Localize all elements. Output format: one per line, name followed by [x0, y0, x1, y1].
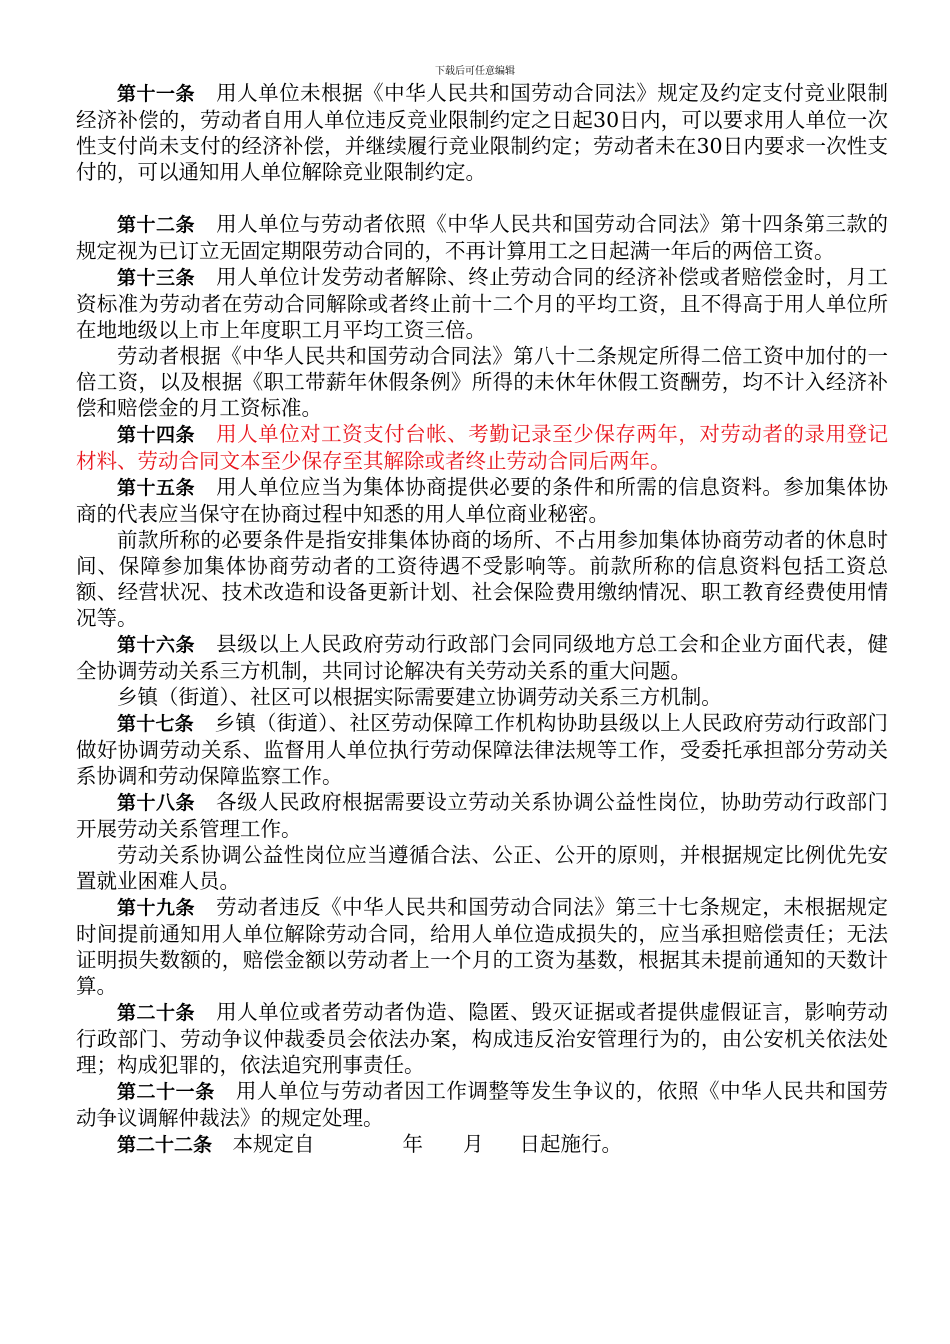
article-number: 第十六条 [117, 634, 196, 656]
article-text: 用人单位或者劳动者伪造、隐匿、毁灭证据或者提供虚假证言，影响劳动行政部门、劳动争议仲裁委员会依法办案，构成违反治安管理行为的，由公安机关依法处理；构成犯罪的，依法追究刑事责任。 [76, 1000, 888, 1077]
article-text: 乡镇（街道）、社区可以根据实际需要建立协调劳动关系三方机制。 [117, 685, 722, 709]
article-text: 劳动关系协调公益性岗位应当遵循合法、公正、公开的原则，并根据规定比例优先安置就业困难人员。 [76, 843, 888, 893]
paragraph-art-21 [76, 1078, 888, 1131]
paragraph-art-22 [76, 1131, 888, 1158]
article-number: 第十三条 [117, 267, 196, 289]
article-text: 用人单位应当为集体协商提供必要的条件和所需的信息资料。参加集体协商的代表应当保守在协商过程中知悉的用人单位商业秘密。 [76, 475, 888, 526]
article-number: 第十一条 [117, 83, 196, 105]
paragraph-art-13-sub [76, 343, 888, 421]
article-number: 第二十二条 [117, 1134, 213, 1156]
paragraph-art-18-sub [76, 842, 888, 894]
article-text: 用人单位与劳动者因工作调整等发生争议的，依照《中华人民共和国劳动争议调解仲裁法》的规定处理。 [76, 1079, 888, 1130]
effective-month-label: 月 [463, 1132, 484, 1156]
article-number: 第十二条 [117, 214, 196, 236]
article-text: 用人单位计发劳动者解除、终止劳动合同的经济补偿或者赔偿金时，月工资标准为劳动者在劳动合同解除或者终止前十二个月的平均工资，且不得高于用人单位所在地地级以上市上年度职工月平均工资三倍。 [76, 265, 888, 342]
paragraph-art-15-sub [76, 527, 888, 631]
effective-day-label: 日起施行。 [519, 1132, 623, 1156]
article-number: 第二十条 [117, 1002, 196, 1024]
article-text: 用人单位未根据《中华人民共和国劳动合同法》规定及约定支付竞业限制经济补偿的，劳动者自用人单位违反竞业限制约定之日起30日内，可以要求用人单位一次性支付尚未支付的经济补偿，并继续履行竞业限制约定；劳动者未在30日内要求一次性支付的，可以通知用人单位解除竞业限制约定。 [76, 81, 888, 184]
article-text: 劳动者违反《中华人民共和国劳动合同法》第三十七条规定，未根据规定时间提前通知用人单位解除劳动合同，给用人单位造成损失的，应当承担赔偿责任；无法证明损失数额的，赔偿金额以劳动者上一个月的工资为基数，根据其未提前通知的天数计算。 [76, 895, 888, 998]
article-text: 各级人民政府根据需要设立劳动关系协调公益性岗位，协助劳动行政部门开展劳动关系管理工作。 [76, 790, 888, 841]
article-number: 第十五条 [117, 477, 196, 499]
effective-text: 本规定自 [232, 1132, 315, 1156]
paragraph-art-16-sub [76, 684, 888, 710]
paragraph-art-15 [76, 474, 888, 527]
article-text: 用人单位与劳动者依照《中华人民共和国劳动合同法》第十四条第三款的规定视为已订立无固定期限劳动合同的，不再计算用工之日起满一年后的两倍工资。 [76, 212, 888, 263]
article-number: 第二十一条 [117, 1081, 215, 1103]
article-number: 第十四条 [117, 424, 196, 446]
paragraph-art-11 [76, 80, 888, 185]
article-text: 劳动者根据《中华人民共和国劳动合同法》第八十二条规定所得二倍工资中加付的一倍工资，以及根据《职工带薪年休假条例》所得的未休年休假工资酬劳，均不计入经济补偿和赔偿金的月工资标准。 [76, 344, 888, 420]
paragraph-art-19 [76, 894, 888, 999]
paragraph-art-18 [76, 789, 888, 842]
paragraph-art-14 [76, 421, 888, 474]
article-text-highlighted: 用人单位对工资支付台帐、考勤记录至少保存两年，对劳动者的录用登记材料、劳动合同文本至少保存至其解除或者终止劳动合同后两年。 [76, 422, 888, 473]
paragraph-art-13 [76, 264, 888, 343]
page-header: 下载后可任意编辑 [435, 66, 515, 77]
paragraph-art-20 [76, 999, 888, 1078]
article-text: 前款所称的必要条件是指安排集体协商的场所、不占用参加集体协商劳动者的休息时间、保障参加集体协商劳动者的工资待遇不受影响等。前款所称的信息资料包括工资总额、经营状况、技术改造和设备更新计划、社会保险费用缴纳情况、职工教育经费使用情况等。 [76, 528, 888, 630]
paragraph-art-12 [76, 211, 888, 264]
document-body [76, 80, 888, 1158]
article-text: 县级以上人民政府劳动行政部门会同同级地方总工会和企业方面代表，健全协调劳动关系三方机制，共同讨论解决有关劳动关系的重大问题。 [76, 632, 888, 683]
effective-year-label: 年 [402, 1132, 424, 1156]
article-number: 第十九条 [117, 897, 196, 919]
article-text: 乡镇（街道）、社区劳动保障工作机构协助县级以上人民政府劳动行政部门做好协调劳动关系、监督用人单位执行劳动保障法律法规等工作，受委托承担部分劳动关系协调和劳动保障监察工作。 [76, 711, 888, 788]
article-number: 第十七条 [117, 713, 194, 735]
article-number: 第十八条 [117, 792, 196, 814]
paragraph-art-16 [76, 631, 888, 684]
paragraph-art-17 [76, 710, 888, 789]
